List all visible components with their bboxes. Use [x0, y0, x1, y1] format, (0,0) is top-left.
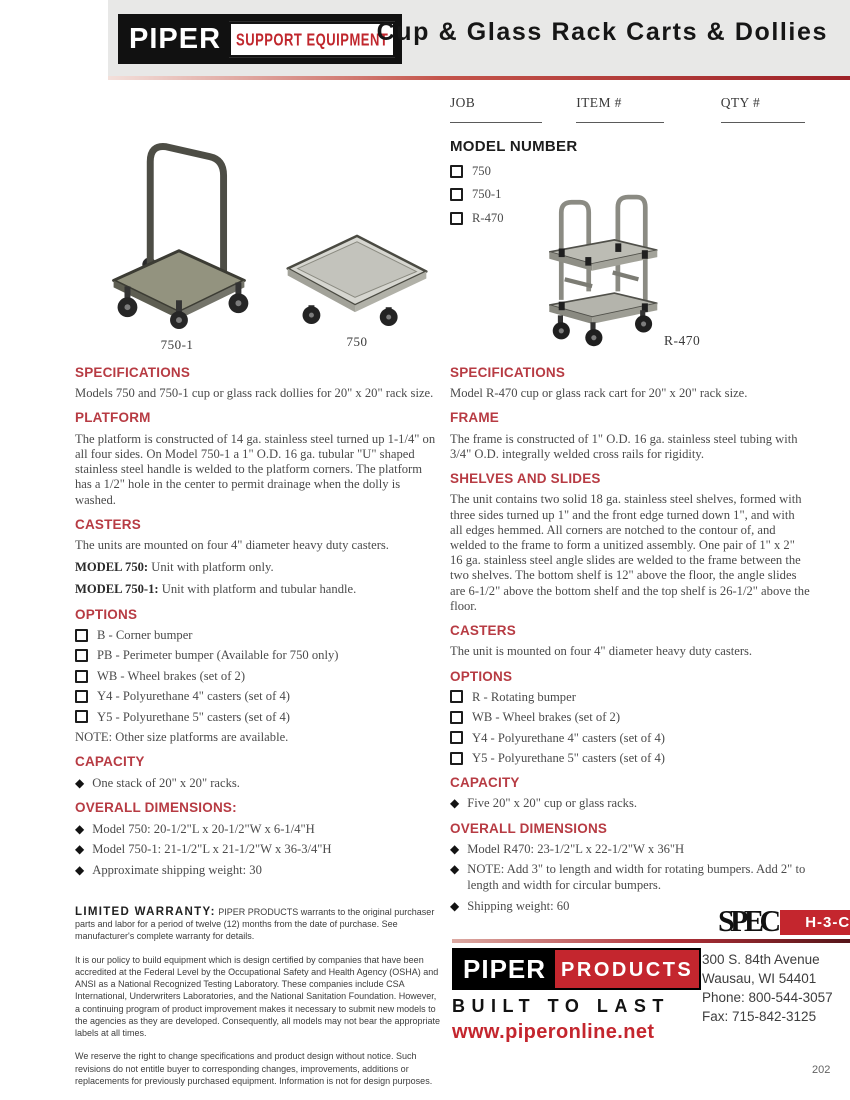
specifications-text: Model R-470 cup or glass rack cart for 20" x 20" rack size.: [450, 386, 748, 401]
dimension-item: [450, 842, 810, 858]
qty-label: QTY #: [720, 95, 761, 110]
certification-policy-text: It is our policy to build equipment which is design certified by companies that have been accredited at the Federal Level by the Occupational Safety and Health Agency (OSHA) and ANSI as a National Recognized Testing Laboratory. These companies include CSA International, Underwriters Laboratories, and the National Sanitation Foundation. However, a continuing program of product improvement makes it necessary to submit new models to the agencies as they are developed. Consequently, all models may not bear the appropriate labels at all times.: [75, 954, 441, 1039]
model-750-label: MODEL 750:: [75, 560, 149, 575]
product-image-750: [272, 222, 442, 348]
job-field: [450, 96, 556, 125]
piper-products-logo: [452, 948, 701, 990]
checkbox-icon[interactable]: [450, 690, 463, 703]
checkbox-icon[interactable]: [75, 710, 88, 723]
checkbox-icon[interactable]: [450, 711, 463, 724]
capacity-text: Five 20" x 20" cup or glass racks.: [467, 795, 638, 810]
diamond-bullet-icon: ◆: [450, 795, 460, 810]
limited-warranty-title: LIMITED WARRANTY:: [75, 906, 216, 918]
model-option-row: [450, 164, 836, 178]
platform-text: The platform is constructed of 14 ga. stainless steel turned up 1-1/4" on all four sides. On Model 750-1 a 1" O.D. 16 ga. tubular "U" shaped stainless steel handle is welded to the platform corners. The platform has a 1/2" hole in the center to permit drainage when the dolly is washed.: [75, 431, 436, 507]
model-750-text: Unit with platform only.: [151, 560, 274, 575]
dimension-text: Model 750-1: 21-1/2"L x 21-1/2"W x 36-3/4"H: [92, 842, 332, 857]
dimension-item: [450, 862, 810, 893]
checkbox-icon[interactable]: [450, 188, 463, 201]
dimension-text: Model 750: 20-1/2"L x 20-1/2"W x 6-1/4"H: [92, 821, 315, 836]
casters-heading: CASTERS: [75, 516, 141, 532]
caption-750-1: 750-1: [160, 337, 194, 352]
address-block: [702, 948, 833, 1042]
option-label: WB - Wheel brakes (set of 2): [97, 668, 246, 683]
option-row: [75, 710, 437, 724]
dolly-illustration: [277, 222, 437, 326]
caption-r470: R-470: [664, 333, 701, 348]
dimension-text: NOTE: Add 3" to length and width for rotating bumpers. Add 2" to length and width for circular bumpers.: [467, 862, 806, 893]
qty-field: [721, 96, 836, 125]
diamond-bullet-icon: ◆: [450, 862, 460, 877]
product-image-750-1: [92, 116, 262, 351]
platform-heading: PLATFORM: [75, 410, 151, 426]
footer-brand-block: [452, 948, 694, 1043]
overall-dimensions-heading: OVERALL DIMENSIONS:: [75, 800, 237, 816]
job-label: JOB: [450, 95, 476, 110]
limited-warranty-text: PIPER PRODUCTS warrants to the original purchaser parts and labor for a period of twelve (12) months from the date of purchase. See manufacturer's complete warranty for details.: [75, 907, 435, 942]
casters-text: The units are mounted on four 4" diameter heavy duty casters.: [75, 537, 389, 552]
logo-piper-text: PIPER: [454, 950, 555, 988]
option-label: Y4 - Polyurethane 4" casters (set of 4): [97, 689, 290, 704]
specifications-heading: SPECIFICATIONS: [450, 365, 566, 380]
option-label: PB - Perimeter bumper (Available for 750 only): [97, 648, 339, 663]
model-option-label: 750-1: [472, 187, 502, 202]
page-title: Cup & Glass Rack Carts & Dollies: [376, 18, 828, 46]
option-row: [450, 710, 810, 724]
item-blank-line[interactable]: [576, 110, 664, 123]
checkbox-icon[interactable]: [75, 670, 88, 683]
capacity-heading: CAPACITY: [75, 754, 145, 770]
dimension-item: [75, 842, 437, 858]
spec-badge-label: SPEC: [718, 904, 777, 939]
model-750-1-label: MODEL 750-1:: [75, 582, 159, 597]
dimension-text: Model R470: 23-1/2"L x 22-1/2"W x 36"H: [467, 841, 685, 856]
logo-piper-text: PIPER: [129, 22, 222, 55]
product-image-r470: [522, 190, 682, 354]
dimension-text: Approximate shipping weight: 30: [92, 863, 262, 878]
model-option-label: R-470: [472, 210, 504, 225]
diamond-bullet-icon: ◆: [75, 821, 85, 836]
diamond-bullet-icon: ◆: [450, 898, 460, 913]
item-label: ITEM #: [576, 95, 622, 110]
diamond-bullet-icon: ◆: [75, 863, 85, 878]
logo-support-equipment-text: SUPPORT EQUIPMENT: [229, 21, 395, 57]
cart-illustration: [527, 190, 677, 349]
limited-warranty-paragraph: [75, 906, 443, 943]
option-row: [75, 628, 437, 642]
model-option-label: 750: [472, 164, 491, 178]
left-column: [75, 365, 437, 884]
option-row: [75, 689, 437, 703]
model-number-heading: MODEL NUMBER: [450, 138, 578, 155]
footer: [452, 948, 848, 1042]
option-row: [450, 731, 810, 745]
shelves-and-slides-heading: SHELVES AND SLIDES: [450, 471, 601, 487]
tagline: BUILT TO LAST: [452, 996, 670, 1016]
option-label: Y4 - Polyurethane 4" casters (set of 4): [472, 730, 665, 745]
option-label: Y5 - Polyurethane 5" casters (set of 4): [97, 709, 290, 724]
specifications-text: Models 750 and 750-1 cup or glass rack dollies for 20" x 20" rack size.: [75, 386, 434, 401]
model-750-1-text: Unit with platform and tubular handle.: [161, 582, 357, 597]
options-heading: OPTIONS: [450, 668, 513, 684]
frame-heading: FRAME: [450, 410, 499, 426]
casters-heading: CASTERS: [450, 623, 516, 639]
option-label: WB - Wheel brakes (set of 2): [472, 710, 621, 725]
diamond-bullet-icon: ◆: [450, 841, 460, 856]
option-label: Y5 - Polyurethane 5" casters (set of 4): [472, 751, 665, 766]
address-line: 300 S. 84th Avenue: [702, 952, 820, 967]
checkbox-icon[interactable]: [450, 212, 463, 225]
checkbox-icon[interactable]: [75, 649, 88, 662]
model-750-line: [75, 560, 437, 575]
piper-support-equipment-logo: [118, 14, 402, 64]
address-line: Fax: 715-842-3125: [702, 1009, 817, 1025]
job-blank-line[interactable]: [450, 110, 542, 123]
spec-code-badge: H-3-C: [780, 910, 850, 935]
dimension-item: [75, 863, 437, 879]
dimension-item: [75, 822, 437, 838]
checkbox-icon[interactable]: [450, 731, 463, 744]
casters-text: The unit is mounted on four 4" diameter heavy duty casters.: [450, 644, 753, 659]
checkbox-icon[interactable]: [450, 165, 463, 178]
specifications-heading: SPECIFICATIONS: [75, 365, 191, 380]
model-750-1-line: [75, 582, 437, 597]
shelves-and-slides-text: The unit contains two solid 18 ga. stainless steel shelves, formed with three sides turned up 1" and the front edge turned down 1", and with all edges hemmed. All corners are notched to the contour of, and welded to the frame to form a unitized assembly. One pair of 1" x 2" 16 ga. stainless steel angle slides are welded to the frame between the two shelves. The bottom shelf is 12" above the floor, the angle slides are 6-1/2" above the bottom shelf and the top shelf is 26-1/2" above the floor.: [450, 492, 810, 613]
right-column: [450, 365, 810, 920]
dimension-text: Shipping weight: 60: [467, 898, 570, 913]
capacity-item: [450, 796, 810, 812]
spec-badge: [718, 904, 850, 939]
capacity-text: One stack of 20" x 20" racks.: [92, 775, 240, 790]
header-divider: [108, 76, 850, 80]
website-link[interactable]: www.piperonline.net: [452, 1021, 655, 1043]
caption-750: 750: [346, 334, 368, 349]
option-row: [450, 690, 810, 704]
order-fields-row: [450, 96, 836, 125]
options-note: NOTE: Other size platforms are available.: [75, 730, 289, 745]
option-label: R - Rotating bumper: [472, 689, 576, 704]
checkbox-icon[interactable]: [75, 690, 88, 703]
footer-divider: [452, 939, 850, 943]
overall-dimensions-heading: OVERALL DIMENSIONS: [450, 820, 608, 836]
revisions-disclaimer-text: We reserve the right to change specifications and product design without notice. Such revisions do not entitle buyer to corresponding changes, improvements, additions or replacements for previously purchased equipment. Information is not for design purposes.: [75, 1051, 433, 1086]
option-row: [75, 669, 437, 683]
option-label: B - Corner bumper: [97, 627, 193, 642]
item-field: [576, 96, 700, 125]
address-line: Wausau, WI 54401: [702, 971, 817, 987]
address-line: Phone: 800-544-3057: [702, 990, 833, 1006]
option-row: [450, 751, 810, 765]
page-number: 202: [812, 1064, 831, 1076]
frame-text: The frame is constructed of 1" O.D. 16 ga. stainless steel tubing with 3/4" O.D. integrally welded cross rails for rigidity.: [450, 431, 798, 461]
qty-blank-line[interactable]: [721, 110, 805, 123]
warranty-block: [75, 906, 443, 1098]
diamond-bullet-icon: ◆: [75, 842, 85, 857]
capacity-heading: CAPACITY: [450, 774, 520, 790]
logo-products-text: PRODUCTS: [555, 950, 699, 988]
checkbox-icon[interactable]: [75, 629, 88, 642]
options-heading: OPTIONS: [75, 606, 138, 622]
option-row: [75, 648, 437, 662]
checkbox-icon[interactable]: [450, 752, 463, 765]
capacity-item: [75, 776, 437, 792]
dolly-with-handle-illustration: [97, 116, 257, 329]
diamond-bullet-icon: ◆: [75, 775, 85, 790]
